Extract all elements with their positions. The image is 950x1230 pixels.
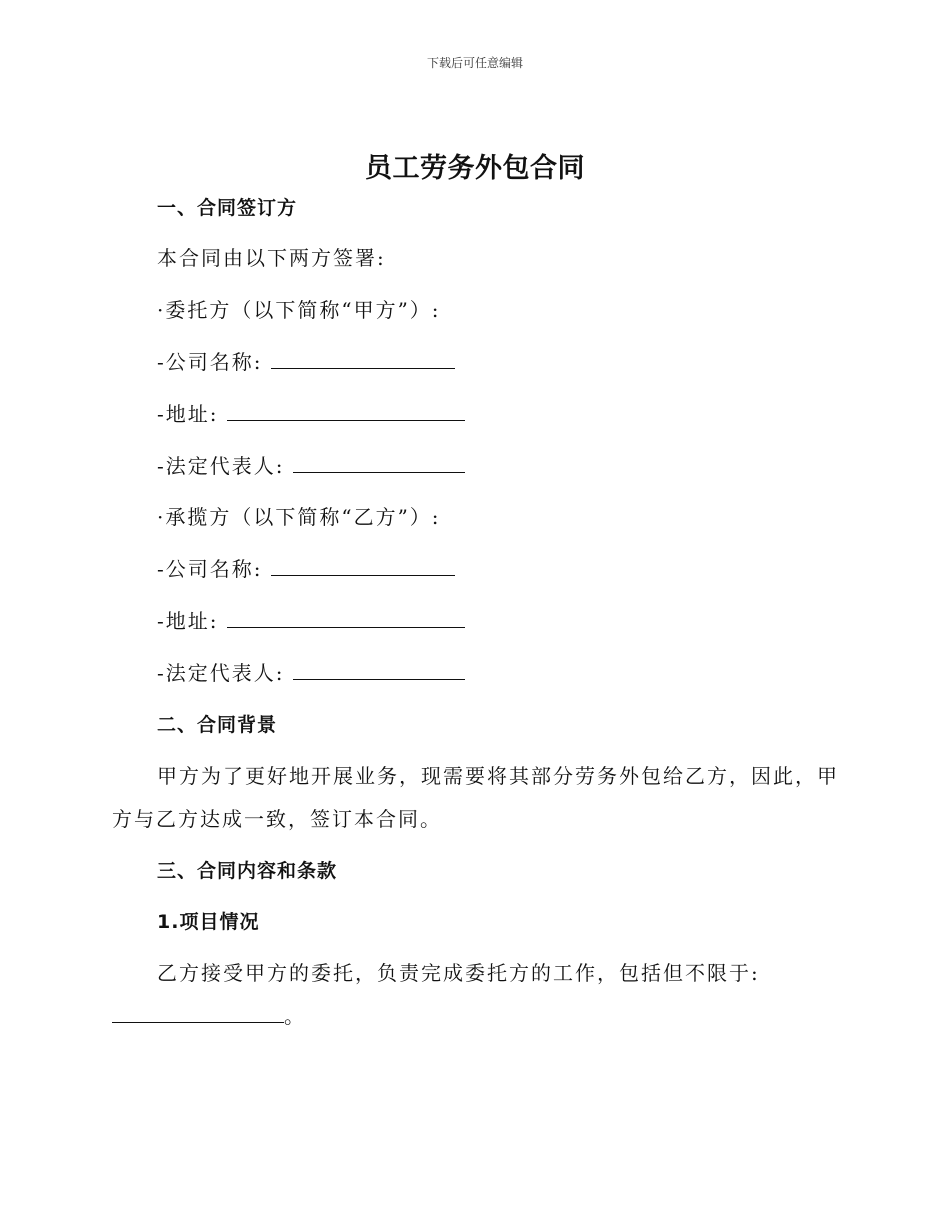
document-title: 员工劳务外包合同 [365,153,585,184]
party-a-company-blank[interactable] [271,350,455,369]
section2-paragraph-line1: 甲方为了更好地开展业务，现需要将其部分劳务外包给乙方，因此，甲 [157,764,839,788]
section3-sub1-paragraph-line2 [112,1002,306,1030]
party-b-address-row [157,607,465,635]
party-b-rep-label: -法定代表人: [157,661,285,685]
party-a-rep-row [157,452,465,480]
page-header-note: 下载后可任意编辑 [426,56,523,70]
party-a-address-row [157,400,465,428]
section3-sub1-paragraph-line1: 乙方接受甲方的委托，负责完成委托方的工作，包括但不限于: [157,961,760,985]
section2-paragraph-line2: 方与乙方达成一致，签订本合同。 [112,807,442,831]
party-b-rep-blank[interactable] [293,661,465,680]
project-scope-blank[interactable] [112,1004,284,1023]
party-a-company-row [157,348,455,376]
party-b-label: ·承揽方（以下简称“乙方”）: [157,505,441,529]
section1-heading: 一、合同签订方 [157,197,298,219]
party-b-company-blank[interactable] [271,557,455,576]
section2-heading: 二、合同背景 [157,714,278,736]
party-a-company-label: -公司名称: [157,350,263,374]
party-a-rep-label: -法定代表人: [157,454,285,478]
section1-intro: 本合同由以下两方签署: [157,246,386,270]
project-scope-end-mark: 。 [284,1004,306,1028]
party-a-address-label: -地址: [157,402,219,426]
party-b-company-label: -公司名称: [157,557,263,581]
party-a-rep-blank[interactable] [293,454,465,473]
section3-heading: 三、合同内容和条款 [157,860,338,882]
party-a-address-blank[interactable] [227,402,465,421]
section3-sub1-heading: 1.项目情况 [157,911,260,933]
party-b-rep-row [157,659,465,687]
party-b-address-blank[interactable] [227,609,465,628]
party-a-label: ·委托方（以下简称“甲方”）: [157,298,441,322]
party-b-company-row [157,555,455,583]
party-b-address-label: -地址: [157,609,219,633]
